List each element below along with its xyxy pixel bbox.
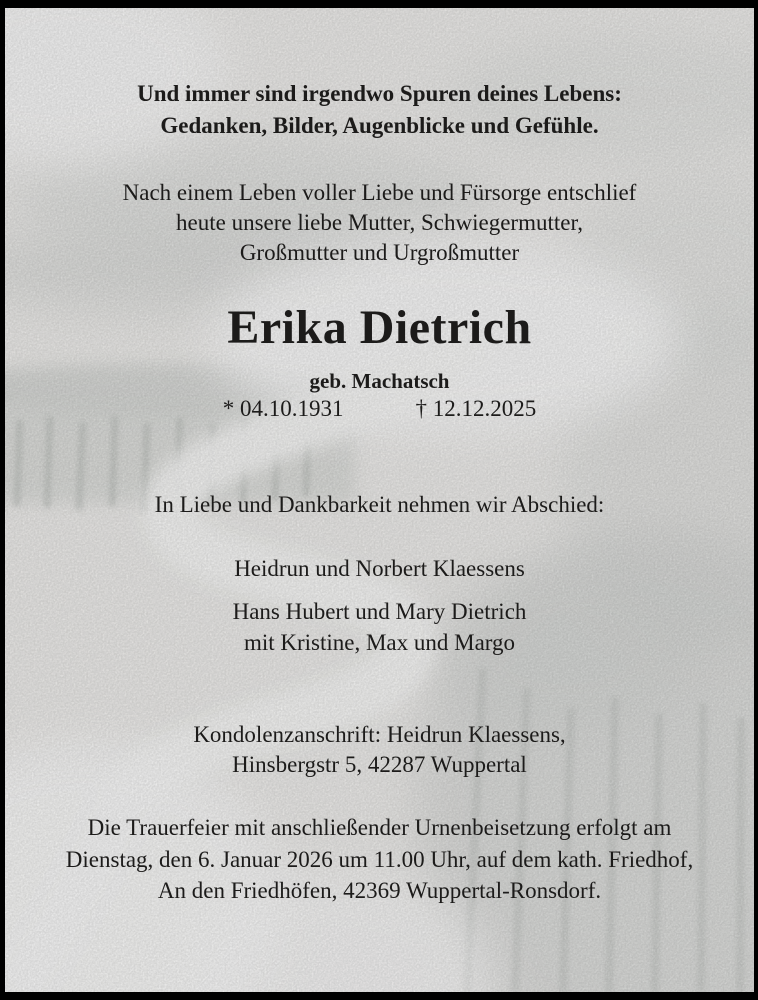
epigraph-line-2: Gedanken, Bilder, Augenblicke und Gefühle.	[160, 113, 599, 138]
maiden-name: geb. Machatsch	[309, 369, 450, 393]
funeral-line-3: An den Friedhöfen, 42369 Wuppertal-Ronsdorf.	[157, 878, 602, 903]
funeral-line-1: Die Trauerfeier mit anschließender Urnenbeisetzung erfolgt am	[87, 815, 672, 840]
life-dates	[5, 394, 754, 424]
obituary-text	[5, 8, 754, 992]
obituary-notice	[5, 8, 754, 992]
funeral-line-2: Dienstag, den 6. Januar 2026 um 11.00 Uhr, auf dem kath. Friedhof,	[65, 846, 694, 872]
intro-line-2: heute unsere liebe Mutter, Schwiegermutter,	[176, 210, 583, 235]
mourners-line-2: Hans Hubert und Mary Dietrich	[232, 599, 527, 624]
intro-paragraph	[5, 178, 754, 268]
funeral-details	[5, 812, 754, 907]
death-date: † 12.12.2025	[415, 396, 537, 421]
intro-line-1: Nach einem Leben voller Liebe und Fürsorge entschlief	[122, 180, 637, 205]
birth-date: * 04.10.1931	[222, 396, 344, 421]
mourners-line-3: mit Kristine, Max und Margo	[243, 630, 516, 655]
farewell-line: In Liebe und Dankbarkeit nehmen wir Abschied:	[154, 492, 605, 517]
condolence-line-2: Hinsbergstr 5, 42287 Wuppertal	[232, 752, 527, 777]
condolence-line-1: Kondolenzanschrift: Heidrun Klaessens,	[193, 722, 566, 747]
mourners-line-1: Heidrun und Norbert Klaessens	[234, 556, 525, 581]
condolence-address	[5, 720, 754, 780]
epigraph	[5, 78, 754, 142]
mourners-group	[5, 596, 754, 658]
deceased-name: Erika Dietrich	[227, 301, 532, 354]
intro-line-3: Großmutter und Urgroßmutter	[239, 240, 520, 265]
epigraph-line-1: Und immer sind irgendwo Spuren deines Lebens:	[137, 81, 622, 106]
